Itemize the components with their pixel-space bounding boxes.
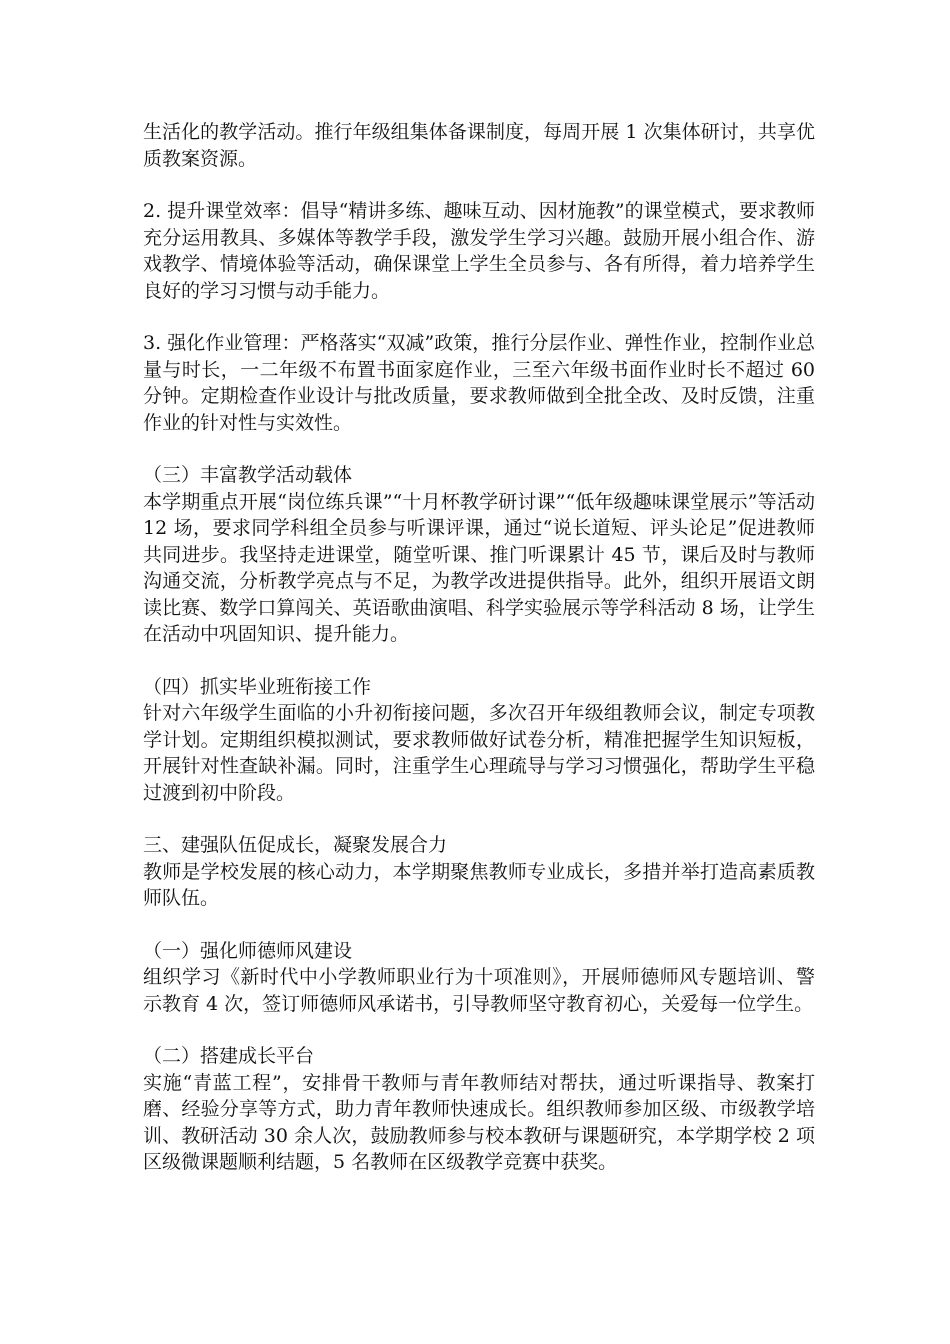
section-block	[143, 462, 815, 648]
section-heading: （一）强化师德师风建设	[143, 939, 353, 962]
section-heading: 三、建强队伍促成长，凝聚发展合力	[143, 834, 448, 856]
section-heading: （二）搭建成长平台	[143, 1045, 315, 1067]
paragraph-block	[143, 119, 815, 172]
paragraph-text: 实施“青蓝工程”，安排骨干教师与青年教师结对帮扶，通过听课指导、教案打磨、经验分享等方式，助力青年教师快速成长。组织教师参加区级、市级教学培训、教研活动 30 余人次，鼓励教师参与校本教研与课题研究，本学期学校 2 项区级微课题顺利结题，5 名教师在区级教学竞赛中获奖。	[143, 1071, 815, 1173]
paragraph-block	[143, 198, 815, 304]
paragraph-text: 生活化的教学活动。推行年级组集体备课制度，每周开展 1 次集体研讨，共享优质教案资源。	[143, 121, 815, 170]
paragraph-text: 本学期重点开展“岗位练兵课”“十月杯教学研讨课”“低年级趣味课堂展示”等活动 12 场，要求同学科组全员参与听课评课，通过“说长道短、评头论足”促进教师共同进步。我坚持走进课堂，随堂听课、推门听课累计 45 节，课后及时与教师沟通交流，分析教学亮点与不足，为教学改进提供指导。此外，组织开展语文朗读比赛、数学口算闯关、英语歌曲演唱、科学实验展示等学科活动 8 场，让学生在活动中巩固知识、提升能力。	[143, 490, 815, 645]
section-block	[143, 938, 815, 1018]
section-block	[143, 674, 815, 807]
section-block	[143, 1043, 815, 1176]
paragraph-text: 2. 提升课堂效率：倡导“精讲多练、趣味互动、因材施教”的课堂模式，要求教师充分运用教具、多媒体等教学手段，激发学生学习兴趣。鼓励开展小组合作、游戏教学、情境体验等活动，确保课堂上学生全员参与、各有所得，着力培养学生良好的学习习惯与动手能力。	[143, 200, 815, 302]
document-page	[143, 119, 815, 1202]
paragraph-block	[143, 330, 815, 436]
paragraph-text: 针对六年级学生面临的小升初衔接问题，多次召开年级组教师会议，制定专项教学计划。定期组织模拟测试，要求教师做好试卷分析，精准把握学生知识短板，开展针对性查缺补漏。同时，注重学生心理疏导与学习习惯强化，帮助学生平稳过渡到初中阶段。	[143, 702, 815, 804]
paragraph-text: 教师是学校发展的核心动力，本学期聚焦教师专业成长，多措并举打造高素质教师队伍。	[143, 860, 815, 909]
section-heading: （三）丰富教学活动载体	[143, 464, 353, 486]
paragraph-text: 组织学习《新时代中小学教师职业行为十项准则》，开展师德师风专题培训、警示教育 4 次，签订师德师风承诺书，引导教师坚守教育初心，关爱每一位学生。	[143, 966, 815, 1015]
section-heading: （四）抓实毕业班衔接工作	[143, 675, 372, 698]
paragraph-text: 3. 强化作业管理：严格落实“双减”政策，推行分层作业、弹性作业，控制作业总量与时长，一二年级不布置书面家庭作业，三至六年级书面作业时长不超过 60 分钟。定期检查作业设计与批改质量，要求教师做到全批全改、及时反馈，注重作业的针对性与实效性。	[143, 332, 815, 434]
section-block	[143, 832, 815, 912]
